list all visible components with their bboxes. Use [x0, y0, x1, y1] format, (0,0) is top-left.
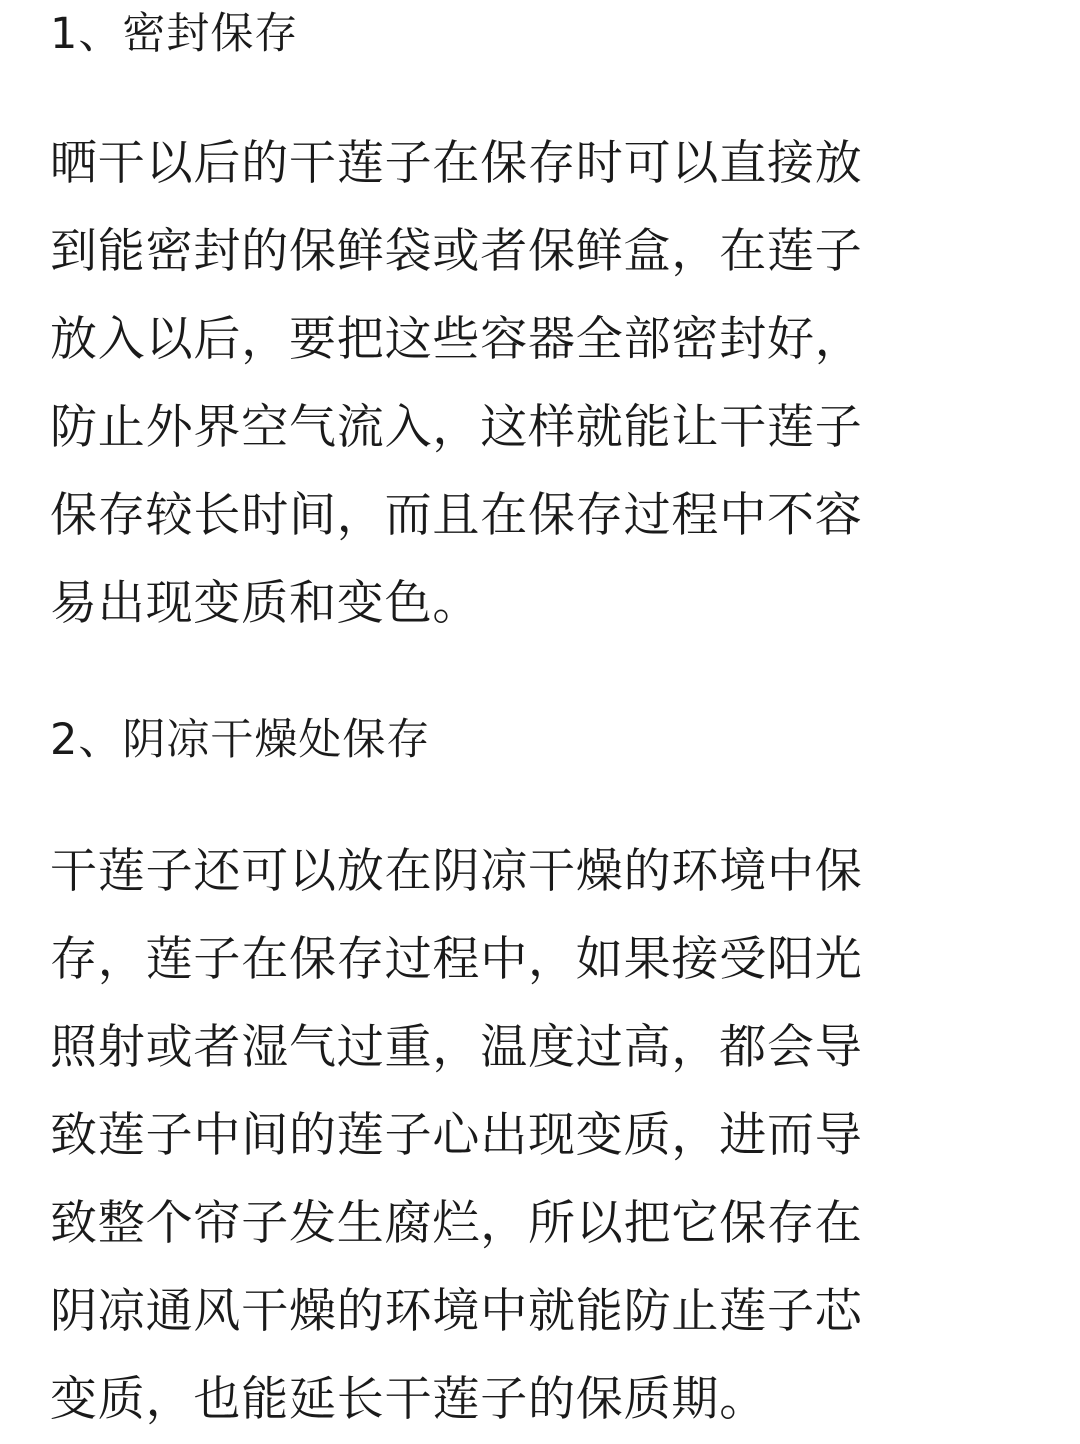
paragraph-line: 干莲子还可以放在阴凉干燥的环境中保: [50, 844, 863, 899]
paragraph-line: 晒干以后的干莲子在保存时可以直接放: [50, 136, 863, 191]
paragraph-line: 存，莲子在保存过程中，如果接受阳光: [50, 932, 863, 987]
paragraph-line: 照射或者湿气过重，温度过高，都会导: [50, 1020, 863, 1075]
paragraph-line: 放入以后，要把这些容器全部密封好，: [50, 312, 863, 367]
paragraph-line: 致莲子中间的莲子心出现变质，进而导: [50, 1108, 863, 1163]
paragraph-line: 变质，也能延长干莲子的保质期。: [50, 1372, 767, 1427]
section-1-heading: 1、密封保存: [50, 9, 299, 59]
section-2-paragraph: [50, 828, 863, 1444]
section-2-heading: 2、阴凉干燥处保存: [50, 715, 431, 765]
paragraph-line: 阴凉通风干燥的环境中就能防止莲子芯: [50, 1284, 863, 1339]
paragraph-line: 易出现变质和变色。: [50, 576, 481, 631]
paragraph-line: 防止外界空气流入，这样就能让干莲子: [50, 400, 863, 455]
paragraph-line: 致整个帘子发生腐烂，所以把它保存在: [50, 1196, 863, 1251]
paragraph-line: 保存较长时间，而且在保存过程中不容: [50, 488, 863, 543]
paragraph-line: 到能密封的保鲜袋或者保鲜盒，在莲子: [50, 224, 863, 279]
section-1-paragraph: [50, 120, 863, 648]
